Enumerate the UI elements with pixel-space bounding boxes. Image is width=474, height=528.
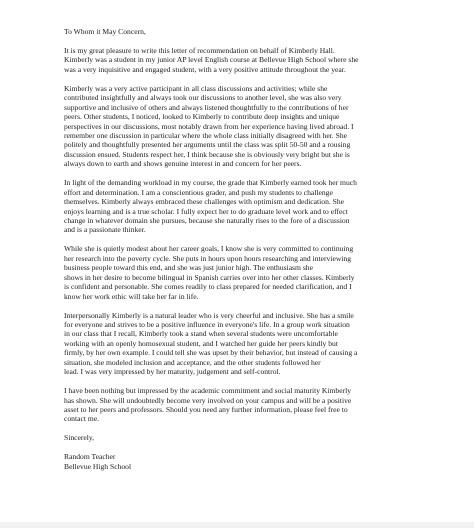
paragraph-conclusion: I have been nothing but impressed by the academic commitment and social maturity Kimberly has shown. She will undoubtedly become very involved on your campus and will be a positive asset to her peers and professors. Should you need any further information, please feel free to contact me. [64, 386, 352, 424]
page-bottom-edge [0, 522, 474, 528]
signer-name: Random Teacher [64, 452, 116, 462]
salutation: To Whom it May Concern, [64, 27, 146, 36]
letter-body [64, 27, 424, 471]
paragraph-career-goals: While she is quietly modest about her career goals, I know she is very committed to continuing her research into the poverty cycle. She puts in hours upon hours researching and interviewing business people toward this end, and she was just junior high. The enthusiasm she shows in her desire to become bilingual in Spanish carries over into her other classes. Kimberly is confident and personable. She comes readily to class prepared for needed clarification, and I know her work ethic will take her far in life. [64, 244, 355, 301]
paragraph-interpersonal: Interpersonally Kimberly is a natural leader who is very cheerful and inclusive. She has a smile for everyone and strives to be a positive influence in everyone's life. In a group work situation in our class that I recall, Kimberly took a stand when several students were uncomfortable working with an openly homosexual student, and I watched her guide her peers kindly but firmly, by her own example. I could tell she was upset by their behavior, but instead of causing a situation, she modeled inclusion and acceptance, and the other students followed her lead. I was very impressed by her maturity, judgement and self-control. [64, 310, 358, 377]
paragraph-intro: It is my great pleasure to write this letter of recommendation on behalf of Kimberly Hall. Kimberly was a student in my junior AP level English course at Bellevue High School where she was a very inquisitive and engaged student, with a very positive attitude throughout the year. [64, 45, 359, 74]
paragraph-workload: In light of the demanding workload in my course, the grade that Kimberly earned took her much effort and determination. I am a conscientious grader, and push my students to challenge themselves. Kimberly always embraced these challenges with optimism and dedication. She enjoys learning and is a true scholar. I fully expect her to do graduate level work and to effect change in whatever domain she pursues, because she naturally rises to the fore of a discussion and is a passionate thinker. [64, 178, 357, 235]
signer-school: Bellevue High School [64, 461, 132, 471]
closing: Sincerely, [64, 433, 95, 443]
paragraph-participation: Kimberly was a very active participant in all class discussions and activities; while she contributed insightfully and always took our discussions to another level, she was also very supportive and inclusive of others and always listened thoughtfully to the contributions of her peers. Other students, I noticed, looked to Kimberly to contribute deep insights and unique perspectives in our discussions, most notably drawn from her experience having lived abroad. I remember one discussion in particular where the whole class initially disagreed with her. She politely and thoughtfully presented her arguments until the class was split 50-50 and a rousing discussion ensued. Students respect her, I think because she is obviously very bright but she is always down to earth and shows genuine interest in and concern for her peers. [64, 83, 354, 169]
